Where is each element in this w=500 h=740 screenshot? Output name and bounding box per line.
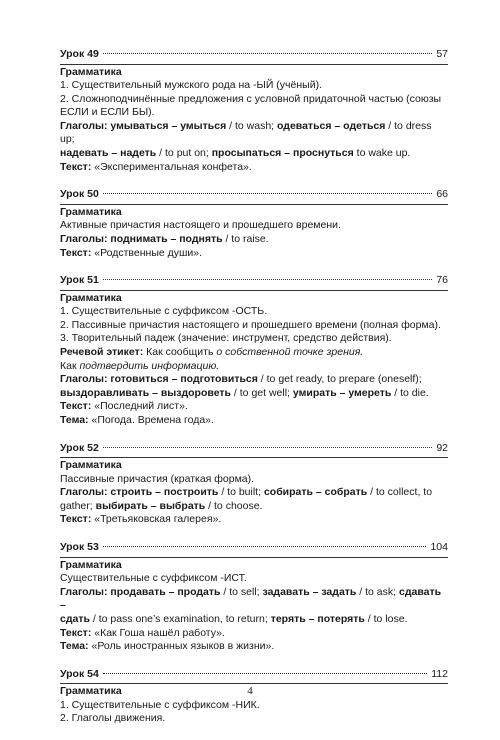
text-segment: Как сообщить: [143, 346, 217, 358]
lesson-rule: [60, 457, 448, 458]
dot-leader: [103, 546, 427, 547]
lesson-line: [60, 120, 448, 147]
lesson-rule: [60, 64, 448, 65]
page-number: 4: [247, 685, 253, 697]
text-segment: Тема:: [60, 413, 89, 426]
text-segment: / to sell;: [220, 585, 263, 598]
text-segment: 2. Сложноподчинённые предложения с условной придаточной частью (союзы: [60, 92, 442, 105]
lesson-list: [60, 48, 448, 726]
lesson-line: [60, 247, 448, 261]
lesson-line: [60, 66, 448, 80]
text-segment: Глаголы: поднимать – поднять: [60, 232, 223, 245]
lesson-line: [60, 699, 448, 713]
text-segment: gather;: [60, 499, 96, 512]
lesson-page-number: 57: [436, 48, 448, 60]
lesson-line: [60, 473, 448, 487]
lesson-heading[interactable]: [60, 541, 448, 556]
lesson-heading[interactable]: [60, 274, 448, 289]
text-segment: «Родственные души».: [91, 246, 203, 259]
text-segment: Как: [60, 359, 80, 372]
text-segment: задавать – задать: [262, 585, 357, 598]
lesson-page-number: 66: [436, 188, 448, 201]
lesson-heading[interactable]: [60, 188, 448, 203]
text-segment: Текст:: [60, 160, 92, 173]
lesson-title: Урок 51: [60, 274, 99, 287]
text-segment: ЕСЛИ и ЕСЛИ БЫ).: [60, 106, 155, 119]
lesson-line: [60, 559, 448, 573]
text-segment: 1. Существительный мужского рода на -ЫЙ (учёный).: [60, 79, 322, 92]
text-segment: / to ask;: [356, 585, 399, 598]
text-segment: 1. Существительные с суффиксом -ОСТЬ.: [60, 305, 268, 318]
lesson-rule: [60, 290, 448, 291]
text-segment: «Погода. Времена года».: [88, 413, 214, 426]
lesson-title: Урок 52: [60, 441, 99, 454]
text-segment: Грамматика: [60, 65, 122, 78]
text-segment: Текст:: [60, 400, 92, 413]
text-segment: выбирать – выбрать: [95, 499, 206, 512]
text-segment: «Последний лист».: [91, 400, 188, 413]
lesson-line: [60, 106, 448, 120]
lesson-line: [60, 712, 448, 726]
dot-leader: [103, 53, 433, 54]
text-segment: просыпаться – проснуться: [211, 147, 354, 160]
lesson-line: [60, 486, 448, 500]
text-segment: / to die.: [391, 386, 429, 399]
text-segment: о собственной точке зрения.: [216, 346, 364, 358]
lesson-heading[interactable]: [60, 668, 448, 683]
lesson-heading[interactable]: [60, 48, 448, 63]
lesson-entry: [60, 48, 448, 174]
lesson-entry: [60, 188, 448, 260]
lesson-page-number: 92: [436, 441, 448, 454]
text-segment: Грамматика: [60, 685, 122, 698]
lesson-rule: [60, 557, 448, 558]
text-segment: 3. Творительный падеж (значение: инструмент, средство действия).: [60, 332, 392, 345]
lesson-line: [60, 414, 448, 428]
lesson-line: [60, 586, 448, 613]
lesson-title: Урок 53: [60, 541, 99, 554]
text-segment: «Роль иностранных языков в жизни».: [88, 640, 275, 653]
lesson-line: [60, 459, 448, 473]
text-segment: Текст:: [60, 246, 92, 259]
text-segment: Грамматика: [60, 459, 122, 472]
lesson-line: [60, 147, 448, 161]
text-segment: Речевой этикет:: [60, 346, 144, 358]
lesson-heading[interactable]: [60, 442, 448, 457]
text-segment: Текст:: [60, 513, 92, 526]
text-segment: «Экспериментальная конфета».: [91, 160, 252, 173]
lesson-line: [60, 161, 448, 175]
text-segment: 1. Существительные с суффиксом -НИК.: [60, 698, 260, 711]
lesson-line: [60, 500, 448, 514]
text-segment: / to dress up;: [60, 119, 432, 146]
lesson-line: [60, 387, 448, 401]
text-segment: 2. Глаголы движения.: [60, 712, 166, 725]
dot-leader: [103, 447, 433, 448]
lesson-line: [60, 319, 448, 333]
text-segment: «Третьяковская галерея».: [91, 513, 222, 526]
lesson-line: [60, 332, 448, 346]
lesson-page-number: 76: [436, 274, 448, 287]
table-of-contents: [60, 48, 448, 740]
text-segment: / to lose.: [364, 612, 408, 625]
lesson-title: Урок 49: [60, 48, 99, 60]
lesson-page-number: 104: [430, 541, 448, 554]
text-segment: / to choose.: [205, 499, 263, 512]
text-segment: Пассивные причастия (краткая форма).: [60, 472, 255, 485]
lesson-line: [60, 400, 448, 414]
text-segment: Глаголы: строить – построить: [60, 486, 219, 499]
lesson-line: [60, 572, 448, 586]
text-segment: Глаголы: умываться – умыться: [60, 119, 227, 132]
text-segment: / to built;: [218, 486, 264, 499]
lesson-title: Урок 50: [60, 188, 99, 201]
lesson-line: [60, 373, 448, 387]
text-segment: Активные причастия настоящего и прошедшего времени.: [60, 219, 341, 232]
text-segment: / to wash;: [226, 119, 277, 132]
lesson-line: [60, 219, 448, 233]
text-segment: / to raise.: [222, 232, 269, 245]
dot-leader: [103, 673, 427, 674]
text-segment: Грамматика: [60, 205, 122, 218]
lesson-page-number: 112: [431, 667, 448, 680]
text-segment: / to pass one’s examination, to return;: [89, 612, 271, 625]
lesson-entry: [60, 442, 448, 527]
text-segment: Грамматика: [60, 291, 122, 304]
dot-leader: [103, 279, 433, 280]
lesson-line: [60, 206, 448, 220]
text-segment: сдать: [60, 612, 90, 625]
text-segment: надевать – надеть: [60, 147, 157, 160]
lesson-line: [60, 346, 448, 360]
text-segment: терять – потерять: [270, 612, 365, 625]
lesson-entry: [60, 541, 448, 654]
lesson-entry: [60, 274, 448, 427]
text-segment: выздоравливать – выздороветь: [60, 386, 232, 399]
text-segment: / to get ready, to prepare (oneself);: [257, 373, 422, 386]
lesson-rule: [60, 204, 448, 205]
lesson-line: [60, 513, 448, 527]
text-segment: Существительные с суффиксом -ИСТ.: [60, 572, 247, 585]
lesson-title: Урок 54: [60, 667, 99, 680]
text-segment: 2. Пассивные причастия настоящего и прошедшего времени (полная форма).: [60, 318, 441, 331]
lesson-line: [60, 627, 448, 641]
text-segment: умирать – умереть: [292, 386, 392, 399]
lesson-line: [60, 93, 448, 107]
text-segment: / to collect, to: [367, 486, 433, 499]
text-segment: «Как Гоша нашёл работу».: [91, 626, 225, 639]
lesson-line: [60, 640, 448, 654]
text-segment: Глаголы: готовиться – подготовиться: [60, 373, 258, 386]
text-segment: одеваться – одеться: [277, 119, 386, 132]
lesson-line: [60, 360, 448, 374]
text-segment: to wake up.: [353, 147, 411, 160]
lesson-line: [60, 305, 448, 319]
text-segment: подтвердить информацию.: [79, 359, 220, 372]
text-segment: Текст:: [60, 626, 92, 639]
lesson-line: [60, 79, 448, 93]
lesson-line: [60, 613, 448, 627]
text-segment: Грамматика: [60, 558, 122, 571]
text-segment: / to put on;: [156, 147, 212, 160]
dot-leader: [103, 193, 433, 194]
lesson-line: [60, 233, 448, 247]
lesson-line: [60, 292, 448, 306]
text-segment: сдавать –: [60, 585, 442, 612]
text-segment: Тема:: [60, 640, 89, 653]
text-segment: Глаголы: продавать – продать: [60, 585, 221, 598]
text-segment: / to get well;: [231, 386, 293, 399]
text-segment: собирать – собрать: [263, 486, 368, 499]
